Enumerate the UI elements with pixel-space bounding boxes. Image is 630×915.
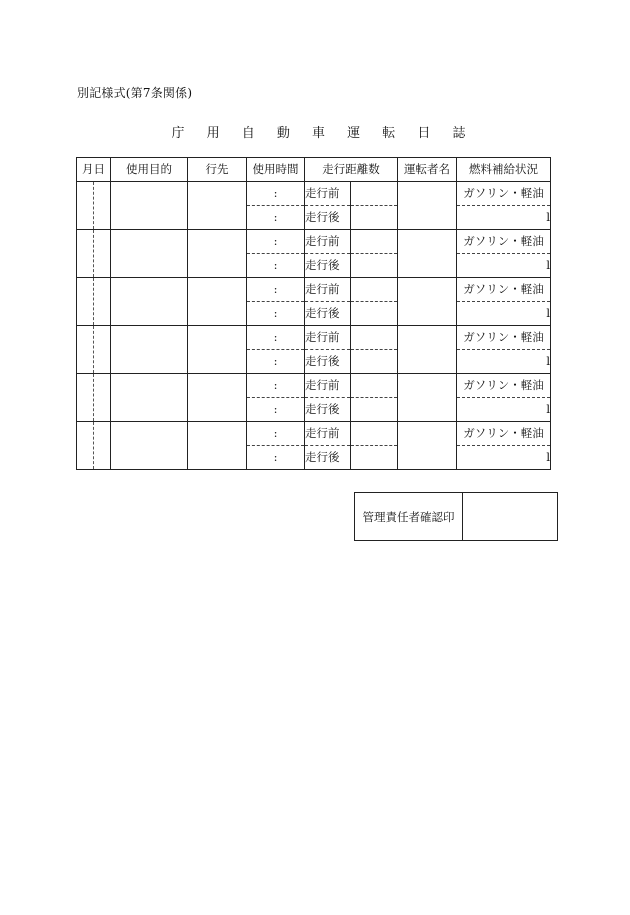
header-time: 使用時間	[247, 158, 305, 182]
end-time-field[interactable]: :	[247, 254, 305, 278]
distance-after-field[interactable]	[351, 302, 398, 326]
distance-after-label: 走行後	[305, 398, 351, 422]
distance-before-field[interactable]	[351, 278, 398, 302]
log-body	[77, 182, 551, 470]
log-entry-row-before	[77, 182, 551, 206]
start-time-field[interactable]: :	[247, 182, 305, 206]
date-field[interactable]	[77, 278, 111, 326]
log-entry-row-before	[77, 422, 551, 446]
destination-field[interactable]	[188, 374, 247, 422]
end-time-field[interactable]: :	[247, 302, 305, 326]
destination-field[interactable]	[188, 278, 247, 326]
driver-field[interactable]	[398, 422, 457, 470]
date-divider	[93, 326, 94, 373]
fuel-type-label: ガソリン・軽油	[457, 230, 551, 254]
log-entry-row-before	[77, 230, 551, 254]
fuel-type-label: ガソリン・軽油	[457, 374, 551, 398]
start-time-field[interactable]: :	[247, 230, 305, 254]
date-field[interactable]	[77, 182, 111, 230]
fuel-amount-field[interactable]: l	[457, 446, 551, 470]
fuel-amount-field[interactable]: l	[457, 398, 551, 422]
distance-after-field[interactable]	[351, 446, 398, 470]
fuel-type-label: ガソリン・軽油	[457, 182, 551, 206]
destination-field[interactable]	[188, 230, 247, 278]
distance-after-label: 走行後	[305, 302, 351, 326]
page-title: 庁 用 自 動 車 運 転 日 誌	[171, 126, 475, 141]
purpose-field[interactable]	[111, 422, 188, 470]
destination-field[interactable]	[188, 182, 247, 230]
header-fuel: 燃料補給状況	[457, 158, 551, 182]
distance-before-label: 走行前	[305, 278, 351, 302]
date-field[interactable]	[77, 374, 111, 422]
date-divider	[93, 182, 94, 229]
date-divider	[93, 374, 94, 421]
end-time-field[interactable]: :	[247, 350, 305, 374]
distance-after-label: 走行後	[305, 446, 351, 470]
purpose-field[interactable]	[111, 278, 188, 326]
date-field[interactable]	[77, 326, 111, 374]
driver-field[interactable]	[398, 182, 457, 230]
date-field[interactable]	[77, 230, 111, 278]
date-field[interactable]	[77, 422, 111, 470]
distance-after-label: 走行後	[305, 254, 351, 278]
purpose-field[interactable]	[111, 326, 188, 374]
header-destination: 行先	[188, 158, 247, 182]
distance-before-field[interactable]	[351, 182, 398, 206]
distance-before-field[interactable]	[351, 422, 398, 446]
destination-field[interactable]	[188, 422, 247, 470]
start-time-field[interactable]: :	[247, 326, 305, 350]
date-divider	[93, 278, 94, 325]
fuel-amount-field[interactable]: l	[457, 302, 551, 326]
header-driver: 運転者名	[398, 158, 457, 182]
purpose-field[interactable]	[111, 182, 188, 230]
fuel-type-label: ガソリン・軽油	[457, 326, 551, 350]
driver-field[interactable]	[398, 326, 457, 374]
driver-field[interactable]	[398, 230, 457, 278]
driver-field[interactable]	[398, 278, 457, 326]
approval-stamp-field[interactable]	[463, 493, 558, 541]
header-row	[77, 158, 551, 182]
distance-after-field[interactable]	[351, 398, 398, 422]
distance-after-field[interactable]	[351, 206, 398, 230]
log-entry-row-before	[77, 374, 551, 398]
log-entry-row-before	[77, 326, 551, 350]
start-time-field[interactable]: :	[247, 278, 305, 302]
distance-after-field[interactable]	[351, 254, 398, 278]
fuel-amount-field[interactable]: l	[457, 206, 551, 230]
form-label: 別記様式(第7条関係)	[77, 86, 193, 100]
distance-before-label: 走行前	[305, 374, 351, 398]
date-divider	[93, 230, 94, 277]
distance-before-label: 走行前	[305, 326, 351, 350]
end-time-field[interactable]: :	[247, 398, 305, 422]
fuel-type-label: ガソリン・軽油	[457, 422, 551, 446]
driving-log-table	[76, 157, 551, 470]
distance-before-field[interactable]	[351, 326, 398, 350]
driver-field[interactable]	[398, 374, 457, 422]
end-time-field[interactable]: :	[247, 206, 305, 230]
distance-before-label: 走行前	[305, 182, 351, 206]
distance-after-label: 走行後	[305, 350, 351, 374]
purpose-field[interactable]	[111, 230, 188, 278]
purpose-field[interactable]	[111, 374, 188, 422]
header-distance: 走行距離数	[305, 158, 398, 182]
approval-label: 管理責任者確認印	[355, 493, 463, 541]
approval-box	[354, 492, 558, 541]
distance-before-label: 走行前	[305, 230, 351, 254]
log-entry-row-before	[77, 278, 551, 302]
destination-field[interactable]	[188, 326, 247, 374]
fuel-amount-field[interactable]: l	[457, 350, 551, 374]
distance-before-label: 走行前	[305, 422, 351, 446]
header-date: 月日	[77, 158, 111, 182]
header-purpose: 使用目的	[111, 158, 188, 182]
distance-before-field[interactable]	[351, 230, 398, 254]
distance-before-field[interactable]	[351, 374, 398, 398]
fuel-type-label: ガソリン・軽油	[457, 278, 551, 302]
end-time-field[interactable]: :	[247, 446, 305, 470]
start-time-field[interactable]: :	[247, 374, 305, 398]
fuel-amount-field[interactable]: l	[457, 254, 551, 278]
distance-after-label: 走行後	[305, 206, 351, 230]
date-divider	[93, 422, 94, 469]
distance-after-field[interactable]	[351, 350, 398, 374]
start-time-field[interactable]: :	[247, 422, 305, 446]
